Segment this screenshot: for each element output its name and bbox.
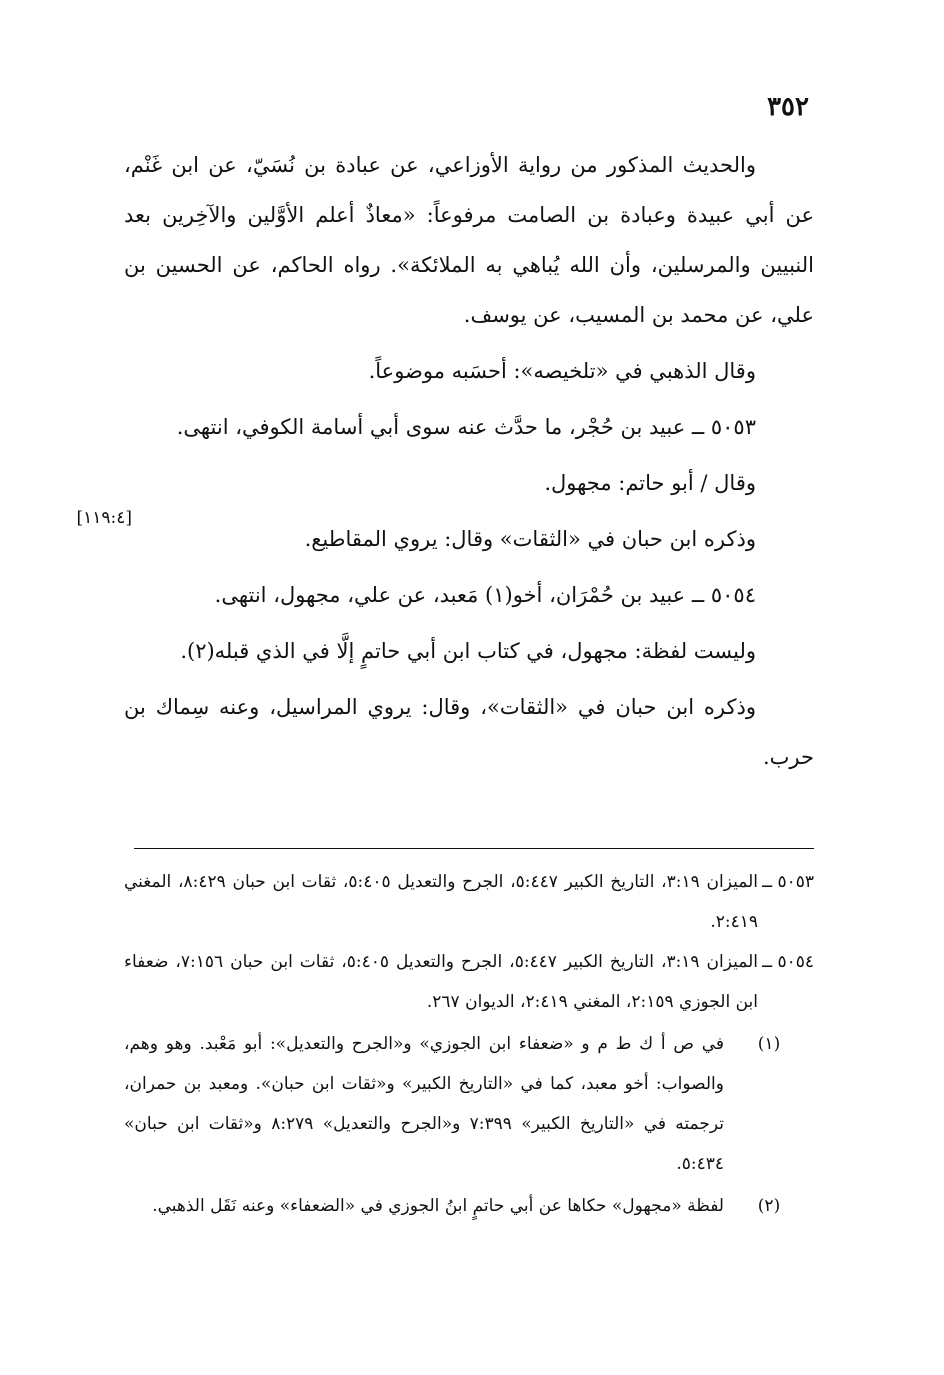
main-text bbox=[124, 140, 814, 782]
footnote-1 bbox=[124, 1024, 814, 1184]
paragraph-ibn-hibban-2: وذكره ابن حبان في «الثقات»، وقال: يروي المراسيل، وعنه سِماك بن حرب. bbox=[124, 695, 814, 769]
footnote-number: ٥٠٥٤ ــ bbox=[762, 952, 814, 972]
paragraph-ibn-hibban-1: وذكره ابن حبان في «الثقات» وقال: يروي المقاطيع. bbox=[304, 527, 756, 551]
footnotes bbox=[124, 862, 814, 1226]
margin-reference: [١١٩:٤] bbox=[76, 508, 132, 528]
footnote-number: ٥٠٥٣ ــ bbox=[762, 872, 814, 892]
footnote-number: (٢) bbox=[757, 1196, 781, 1216]
page-number: ٣٥٢ bbox=[767, 92, 809, 122]
footnote-text: الميزان ٣:١٩، التاريخ الكبير ٥:٤٤٧، الجرح والتعديل ٥:٤٠٥، ثقات ابن حبان ٧:١٥٦، ضعفاء ابن الجوزي ٢:١٥٩، المغني ٢:٤١٩، الديوان ٢٦٧. bbox=[124, 952, 758, 1012]
paragraph-dhahabi: وقال الذهبي في «تلخيصه»: أحسَبه موضوعاً. bbox=[368, 359, 756, 383]
footnote-divider bbox=[134, 848, 814, 849]
paragraph-laysat: وليست لفظة: مجهول، في كتاب ابن أبي حاتمٍ إلَّا في الذي قبله(٢). bbox=[180, 639, 756, 663]
footnote-number: (١) bbox=[757, 1034, 781, 1054]
footnote-source-5054 bbox=[124, 942, 814, 1022]
footnote-text: في ص أ ك ط م و «ضعفاء ابن الجوزي» و«الجرح والتعديل»: أبو مَعْبد. وهو وهم، والصواب: أخو معبد، كما في «التاريخ الكبير» و«ثقات ابن حبان». ومعبد بن حمران، ترجمته في «التاريخ الكبير» ٧:٣٩٩ و«الجرح والتعديل» ٨:٢٧٩ و«ثقات ابن حبان» ٥:٤٣٤. bbox=[124, 1034, 725, 1174]
entry-5054: ٥٠٥٤ ــ عبيد بن حُمْرَان، أخو(١) مَعبد، عن علي، مجهول، انتهى. bbox=[214, 583, 756, 607]
footnote-source-5053 bbox=[124, 862, 814, 942]
footnote-2 bbox=[124, 1186, 814, 1226]
footnote-text: لفظة «مجهول» حكاها عن أبي حاتمٍ ابنُ الجوزي في «الضعفاء» وعنه نَقَل الذهبي. bbox=[152, 1196, 724, 1216]
footnote-text: الميزان ٣:١٩، التاريخ الكبير ٥:٤٤٧، الجرح والتعديل ٥:٤٠٥، ثقات ابن حبان ٨:٤٢٩، المغني ٢:٤١٩. bbox=[124, 872, 758, 932]
entry-5053: ٥٠٥٣ ــ عبيد بن حُجْر، ما حدَّث عنه سوى أبي أسامة الكوفي، انتهى. bbox=[176, 415, 756, 439]
paragraph-abu-hatim: وقال / أبو حاتم: مجهول. bbox=[544, 471, 756, 495]
paragraph-hadith: والحديث المذكور من رواية الأوزاعي، عن عبادة بن نُسَيّ، عن ابن غَنْم، عن أبي عبيدة وعبادة بن الصامت مرفوعاً: «معاذٌ أعلم الأوَّلين والآخِرين بعد النبيين والمرسلين، وأن الله يُباهي به الملائكة». رواه الحاكم، عن الحسين بن علي، عن محمد بن المسيب، عن يوسف. bbox=[124, 153, 814, 327]
